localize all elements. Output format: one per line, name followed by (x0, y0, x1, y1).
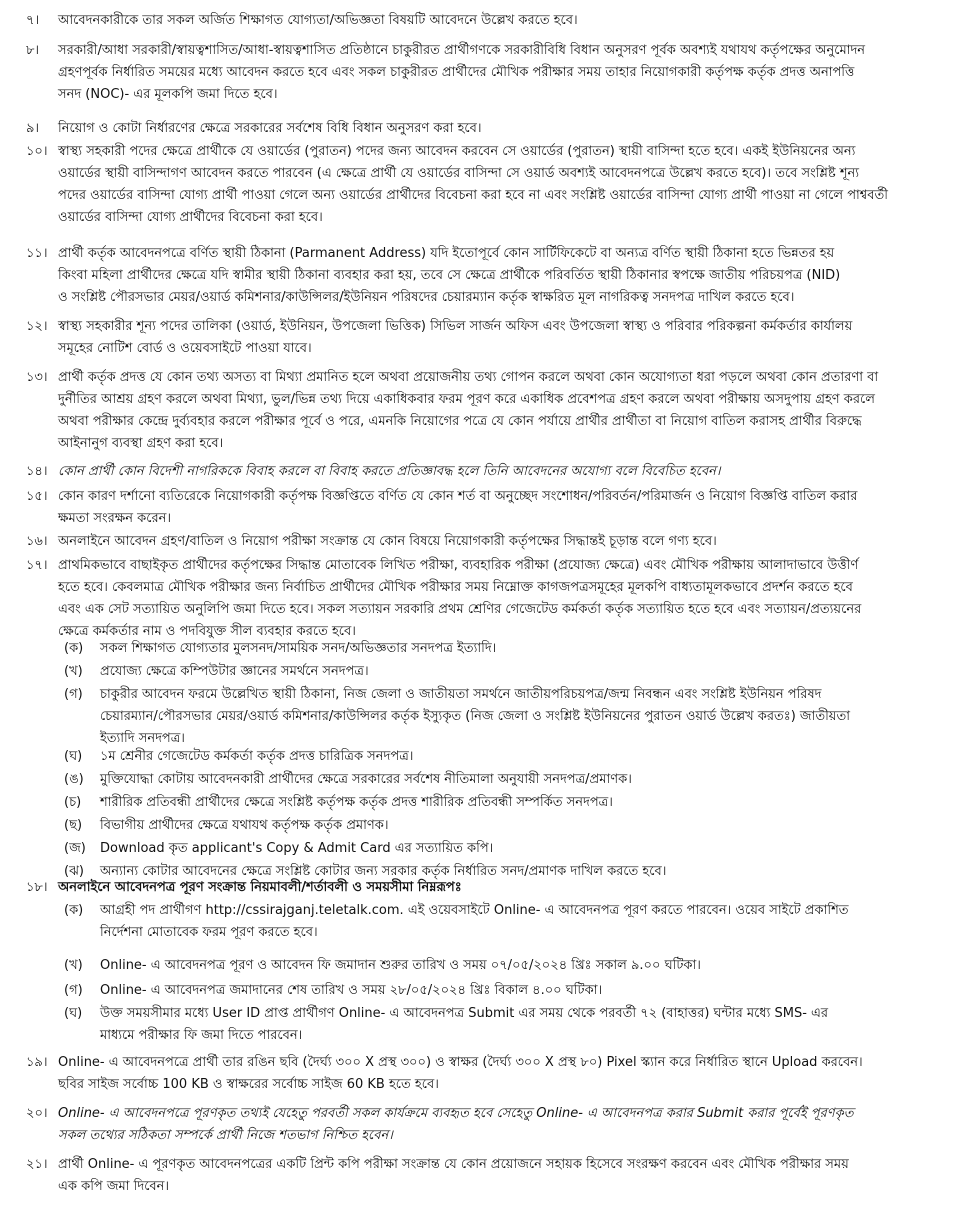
clause-line: দুর্নীতির আশ্রয় গ্রহণ করলে অথবা মিথ্যা, ভুল/ভিন্ন তথ্য দিয়ে একাধিকবার ফরম পূরণ করে একাধিক প্রবেশপত্র গ্রহণ করলে অথবা পরীক্ষায় অসদুপায় গ্রহণ করলে (58, 392, 875, 407)
clause-line: এবং এক সেট সত্যায়িত অনুলিপি জমা দিতে হবে। সকল সত্যায়ন সরকারি প্রথম শ্রেণির গেজেটেড কর্মকর্তা কর্তৃক সত্যায়িত হতে হবে এবং সত্যায়ন/প্রত্যয়নের (58, 602, 862, 617)
sub-item-line: শারীরিক প্রতিবন্ধী প্রার্থীদের ক্ষেত্রে সংশ্লিষ্ট কর্তৃপক্ষ কর্তৃক প্রদত্ত শারীরিক প্রতিবন্ধী সম্পর্কিত সনদপত্র। (100, 795, 613, 810)
sub-item-line: প্রযোজ্য ক্ষেত্রে কম্পিউটার জ্ঞানের সমর্থনে সনদপত্র। (100, 664, 369, 679)
clause-number: ৮। (26, 43, 40, 58)
clause-number: ১৫। (26, 489, 48, 504)
clause-line: Online- এ আবেদনপত্রে পূরণকৃত তথ্যই যেহেতু পরবর্তী সকল কার্যক্রমে ব্যবহৃত হবে সেহেতু Online- এ আবেদনপত্র করার Submit করার পূর্বেই পূরণকৃত (58, 1106, 854, 1121)
sub-item-marker: (খ) (64, 958, 83, 973)
clause-text (58, 10, 940, 32)
sub-item-line: অন্যান্য কোটার আবেদনের ক্ষেত্রে সংশ্লিষ্ট কোটার জন্য সরকার কর্তৃক নির্ধারিত সনদ/প্রমাণক দাখিল করতে হবে। (100, 864, 667, 879)
clause-line: সরকারী/আধা সরকারী/স্বায়ত্বশাসিত/আধা-স্বায়ত্বশাসিত প্রতিষ্ঠানে চাকুরীরত প্রার্থীগণকে সরকারীবিধি বিধান অনুসরণ পূর্বক অবশ্যই যথাযথ কর্তৃপক্ষের অনুমোদন (58, 43, 866, 58)
sub-item-marker: (ক) (64, 641, 84, 656)
sub-item-line: ইত্যাদি সনদপত্র। (100, 731, 185, 746)
clause-line: অনলাইনে আবেদনপত্র পূরণ সংক্রান্ত নিয়মাবলী/শর্তাবলী ও সময়সীমা নিম্নরূপঃ (58, 880, 462, 895)
sub-item-text (100, 769, 940, 791)
sub-item-line: উক্ত সময়সীমার মধ্যে User ID প্রাপ্ত প্রার্থীগণ Online- এ আবেদনপত্র Submit এর সময় থেকে পরবর্তী ৭২ (বাহাত্তর) ঘন্টার মধ্যে SMS- এর (100, 1006, 829, 1021)
clause-number: ১৯। (26, 1055, 48, 1070)
sub-item-line: Online- এ আবেদনপত্র জমাদানের শেষ তারিখ ও সময় ২৮/০৫/২০২৪ খ্রিঃ বিকাল ৪.০০ ঘটিকা। (100, 983, 603, 998)
clause-number: ৭। (26, 13, 40, 28)
clause-text (58, 1103, 940, 1147)
sub-item-marker: (ক) (64, 903, 84, 918)
clause-line: হতে হবে। কেবলমাত্র মৌখিক পরীক্ষার জন্য নির্বাচিত প্রার্থীদের মৌখিক পরীক্ষার সময় নিম্নোক্ত কাগজপত্রসমূহের মূলকপি বাধ্যতামূলকভাবে প্রদর্শন করতে হবে (58, 580, 853, 595)
clause-text (58, 1154, 940, 1198)
clause-line: প্রাথমিকভাবে বাছাইকৃত প্রার্থীদের কর্তৃপক্ষের সিদ্ধান্ত মোতাবেক লিখিত পরীক্ষা, ব্যবহারিক পরীক্ষা (প্রযোজ্য ক্ষেত্রে) এবং মৌখিক পরীক্ষায় আলাদাভাবে উত্তীর্ণ (58, 558, 859, 573)
sub-item-marker: (জ) (64, 841, 86, 856)
sub-item-line: মুক্তিযোদ্ধা কোটায় আবেদনকারী প্রার্থীদের ক্ষেত্রে সরকারের সর্বশেষ নীতিমালা অনুযায়ী সনদপত্র/প্রমাণক। (100, 772, 632, 787)
clause-line: গ্রহণপূর্বক নির্ধারিত সময়ের মধ্যে আবেদন করতে হবে এবং সকল চাকুরীরত প্রার্থীদের মৌখিক পরীক্ষার সময় তাহার নিয়োগকারী কর্তৃপক্ষ কর্তৃক প্রদত্ত অনাপত্তি (58, 65, 855, 80)
clause-number: ১৭। (26, 558, 48, 573)
clause-line: প্রার্থী Online- এ পূরণকৃত আবেদনপত্রের একটি প্রিন্ট কপি পরীক্ষা সংক্রান্ত যে কোন প্রয়োজনে সহায়ক হিসেবে সংরক্ষণ করবেন এবং মৌখিক পরীক্ষার সময় (58, 1157, 849, 1172)
clause-line: পদের ওয়ার্ডের বাসিন্দা যোগ্য প্রার্থী পাওয়া গেলে অন্য ওয়ার্ডের প্রার্থীদের বিবেচনা করা হবে না এবং সংশ্লিষ্ট ওয়ার্ডের বাসিন্দা যোগ্য প্রার্থী পাওয়া না গেলে পাশ্ববর্তী (58, 188, 888, 203)
sub-item-text (100, 838, 940, 860)
sub-item-marker: (চ) (64, 795, 82, 810)
clause-line: ও সংশ্লিষ্ট পৌরসভার মেয়র/ওয়ার্ড কমিশনার/কাউন্সিলর/ইউনিয়ন পরিষদের চেয়ারম্যান কর্তৃক স্বাক্ষরিত মূল নাগরিকত্ব সনদপত্র দাখিল করতে হবে। (58, 290, 795, 305)
sub-item-line: ১ম শ্রেনীর গেজেটেড কর্মকর্তা কর্তৃক প্রদত্ত চারিত্রিক সনদপত্র। (100, 749, 414, 764)
sub-item-text (100, 815, 940, 837)
clause-line: Online- এ আবেদনপত্রে প্রার্থী তার রঙিন ছবি (দৈর্ঘ্য ৩০০ X প্রস্থ ৩০০) ও স্বাক্ষর (দৈর্ঘ্য ৩০০ X প্রস্থ ৮০) Pixel স্ক্যান করে নির্ধারিত স্থানে Upload করবেন। (58, 1055, 863, 1070)
sub-item-marker: (ঘ) (64, 1006, 83, 1021)
clause-line: প্রার্থী কর্তৃক প্রদত্ত যে কোন তথ্য অসত্য বা মিথ্যা প্রমানিত হলে অথবা প্রয়োজনীয় তথ্য গোপন করলে অথবা কোন অযোগ্যতা ধরা পড়লে অথবা কোন প্রতারণা বা (58, 370, 879, 385)
clause-text (58, 461, 940, 483)
clause-line: স্বাস্থ্য সহকারী পদের ক্ষেত্রে প্রার্থীকে যে ওয়ার্ডের (পুরাতন) পদের জন্য আবেদন করবেন সে ওয়ার্ডের (পুরাতন) স্থায়ী বাসিন্দা হতে হবে। একই ইউনিয়নের অন্য (58, 144, 856, 159)
clause-line: এক কপি জমা দিবেন। (58, 1179, 170, 1194)
clause-line: সনদ (NOC)- এর মূলকপি জমা দিতে হবে। (58, 87, 278, 102)
clause-number: ২০। (26, 1106, 48, 1121)
sub-item-line: নির্দেশনা মোতাবেক ফরম পূরণ করতে হবে। (100, 925, 318, 940)
clause-text (58, 486, 940, 530)
clause-line: কোন প্রার্থী কোন বিদেশী নাগরিককে বিবাহ করলে বা বিবাহ করতে প্রতিজ্ঞাবদ্ধ হলে তিনি আবেদনের অযোগ্য বলে বিবেচিত হবেন। (58, 464, 721, 479)
sub-item-line: সকল শিক্ষাগত যোগ্যতার মুলসনদ/সাময়িক সনদ/অভিজ্ঞতার সনদপত্র ইত্যাদি। (100, 641, 497, 656)
clause-text (58, 1052, 940, 1096)
clause-line: কোন কারণ দর্শানো ব্যতিরেকে নিয়োগকারী কর্তৃপক্ষ বিজ্ঞপ্তিতে বর্ণিত যে কোন শর্ত বা অনুচ্ছেদ সংশোধন/পরিবর্তন/পরিমার্জন ও নিয়োগ বিজ্ঞপ্তি বাতিল করার (58, 489, 858, 504)
sub-item-text (100, 900, 940, 944)
sub-item-line: Download কৃত applicant's Copy & Admit Card এর সত্যায়িত কপি। (100, 841, 494, 856)
sub-item-marker: (গ) (64, 983, 83, 998)
sub-item-marker: (ঘ) (64, 749, 83, 764)
clause-text (58, 531, 940, 553)
clause-line: স্বাস্থ্য সহকারীর শূন্য পদের তালিকা (ওয়ার্ড, ইউনিয়ন, উপজেলা ভিত্তিক) সিভিল সার্জন অফিস এবং উপজেলা স্বাস্থ্য ও পরিবার পরিকল্পনা কর্মকর্তার কার্যালয় (58, 319, 853, 334)
clause-number: ১০। (26, 144, 48, 159)
sub-item-line: আগ্রহী পদ প্রার্থীগণ http://cssirajganj.teletalk.com. এই ওয়েবসাইটে Online- এ আবেদনপত্র পূরণ করতে পারবেন। ওয়েব সাইটে প্রকাশিত (100, 903, 849, 918)
clause-line: প্রার্থী কর্তৃক আবেদনপত্রে বর্ণিত স্থায়ী ঠিকানা (Parmanent Address) যদি ইতোপূর্বে কোন সার্টিফিকেটে বা অন্যত্র বর্ণিত স্থায়ী ঠিকানা হতে ভিন্নতর হয় (58, 246, 835, 261)
clause-line: আবেদনকারীকে তার সকল অর্জিত শিক্ষাগত যোগ্যতা/অভিজ্ঞতা বিষয়টি আবেদনে উল্লেখ করতে হবে। (58, 13, 578, 28)
sub-item-marker: (ঙ) (64, 772, 84, 787)
sub-item-text (100, 684, 940, 750)
sub-item-text (100, 955, 940, 977)
sub-item-text (100, 980, 940, 1002)
sub-item-text (100, 1003, 940, 1047)
clause-line: ওয়ার্ডের স্থায়ী বাসিন্দাগণ আবেদন করতে পারবেন (এ ক্ষেত্রে প্রার্থী যে ওয়ার্ডের বাসিন্দা সে ওয়ার্ড অবশ্যই আবেদনপত্রে উল্লেখ করতে হবে)। তবে সংশ্লিষ্ট শূন্য (58, 166, 860, 181)
clause-number: ১২। (26, 319, 48, 334)
clause-text (58, 316, 940, 360)
sub-item-marker: (খ) (64, 664, 83, 679)
clause-number: ১৩। (26, 370, 48, 385)
sub-item-text (100, 661, 940, 683)
clause-line: অথবা পরীক্ষার কেন্দ্রে দুর্ব্যবহার করলে পরীক্ষার পূর্বে ও পরে, এমনকি নিয়োগের পত্রে যে কোন পর্যায়ে প্রার্থীর প্রার্থীতা বা নিয়োগ বাতিল করাসহ প্রার্থীর বিরুদ্ধে (58, 414, 862, 429)
sub-item-text (100, 746, 940, 768)
clause-line: ক্ষেত্রে কর্মকর্তার নাম ও পদবিযুক্ত সীল ব্যবহার করতে হবে। (58, 624, 356, 639)
clause-text (58, 141, 940, 229)
sub-item-text (100, 638, 940, 660)
clause-line: আইনানুগ ব্যবস্থা গ্রহণ করা হবে। (58, 436, 224, 451)
clause-line: ক্ষমতা সংরক্ষন করেন। (58, 511, 172, 526)
sub-item-line: চাকুরীর আবেদন ফরমে উল্লেখিত স্থায়ী ঠিকানা, নিজ জেলা ও জাতীয়তা সমর্থনে জাতীয়পরিচয়পত্র/জন্ম নিবন্ধন এবং সংশ্লিষ্ট ইউনিয়ন পরিষদ (100, 687, 822, 702)
clause-text (58, 118, 940, 140)
clause-line: অনলাইনে আবেদন গ্রহণ/বাতিল ও নিয়োগ পরীক্ষা সংক্রান্ত যে কোন বিষয়ে নিয়োগকারী কর্তৃপক্ষের সিদ্ধান্তই চূড়ান্ত বলে গণ্য হবে। (58, 534, 717, 549)
clause-number: ২১। (26, 1157, 48, 1172)
clause-text (58, 40, 940, 106)
clause-line: ওয়ার্ডের বাসিন্দা যোগ্য প্রার্থীদের বিবেচনা করা হবে। (58, 210, 323, 225)
clause-text (58, 243, 940, 309)
sub-item-text (100, 861, 940, 883)
clause-text (58, 367, 940, 455)
clause-line: সকল তথ্যের সঠিকতা সম্পর্কে প্রার্থী নিজে শতভাগ নিশ্চিত হবেন। (58, 1128, 393, 1143)
clause-line: ছবির সাইজ সর্বোচ্চ 100 KB ও স্বাক্ষরের সর্বোচ্চ সাইজ 60 KB হতে হবে। (58, 1077, 439, 1092)
sub-item-marker: (ছ) (64, 818, 83, 833)
sub-item-text (100, 792, 940, 814)
sub-item-line: মাধ্যমে পরীক্ষার ফি জমা দিতে পারবেন। (100, 1028, 303, 1043)
sub-item-line: চেয়ারম্যান/পৌরসভার মেয়র/ওয়ার্ড কমিশনার/কাউন্সিলর কর্তৃক ইস্যুকৃত (নিজ জেলা ও সংশ্লিষ্ট ইউনিয়নের পুরাতন ওয়ার্ড উল্লেখ করতঃ) জাতীয়তা (100, 709, 850, 724)
clause-line: সমূহের নোটিশ বোর্ড ও ওয়েবসাইটে পাওয়া যাবে। (58, 341, 312, 356)
clause-line: কিংবা মহিলা প্রার্থীদের ক্ষেত্রে যদি স্বামীর স্থায়ী ঠিকানা ব্যবহার করা হয়, তবে সে ক্ষেত্রে প্রার্থীকে পরিবর্তিত স্থায়ী ঠিকানার স্বপক্ষে জাতীয় পরিচয়পত্র (NID) (58, 268, 841, 283)
clause-number: ১১। (26, 246, 48, 261)
clause-number: ১৪। (26, 464, 48, 479)
clause-line: নিয়োগ ও কোটা নির্ধারণের ক্ষেত্রে সরকারের সর্বশেষ বিধি বিধান অনুসরণ করা হবে। (58, 121, 482, 136)
clause-number: ১৬। (26, 534, 48, 549)
sub-item-marker: (ঝ) (64, 864, 84, 879)
clause-number: ১৮। (26, 880, 48, 895)
clause-text (58, 555, 940, 643)
sub-item-line: Online- এ আবেদনপত্র পূরণ ও আবেদন ফি জমাদান শুরুর তারিখ ও সময় ০৭/০৫/২০২৪ খ্রিঃ সকাল ৯.০০ ঘটিকা। (100, 958, 701, 973)
sub-item-line: বিভাগীয় প্রার্থীদের ক্ষেত্রে যথাযথ কর্তৃপক্ষ কর্তৃক প্রমাণক। (100, 818, 389, 833)
clause-number: ৯। (26, 121, 40, 136)
sub-item-marker: (গ) (64, 687, 83, 702)
